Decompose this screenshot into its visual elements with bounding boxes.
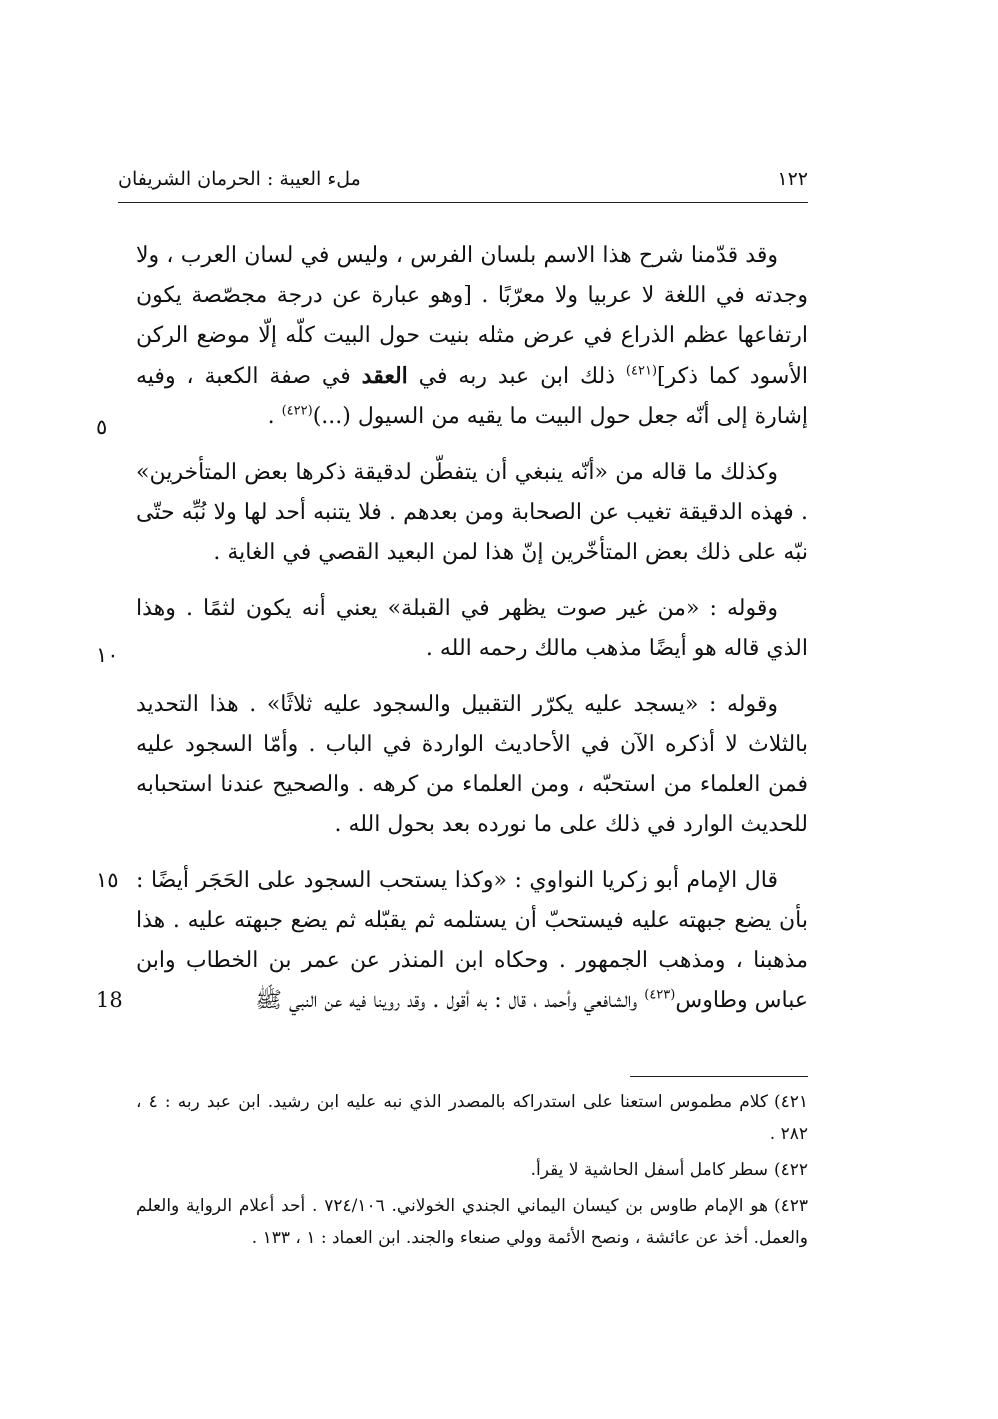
paragraph-4: وقوله : «يسجد عليه يكرّر التقبيل والسجود عليه ثلاثًا» . هذا التحديد بالثلاث لا أذكره الآن في الأحاديث الواردة في الباب . وأمّا السجود عليه فمن العلماء من استحبّه ، ومن العلماء من كرهه . والصحيح عندنا استحبابه للحديث الوارد في ذلك على ما نورده بعد بحول الله . [136, 692, 808, 837]
footnote-ref-423: (٤٢٣) [644, 987, 676, 1003]
footnote-421: ٤٢١)كلام مطموس استعنا على استدراكه بالمصدر الذي نبه عليه ابن رشيد. ابن عبد ربه : ٤ ، ٢٨٢ . [136, 1092, 809, 1144]
footnote-rule [630, 1076, 808, 1077]
line-number-10: ١٠ [96, 643, 119, 667]
header-rule [118, 202, 808, 203]
page-header [118, 168, 808, 200]
line-number-5: ٥ [96, 415, 108, 439]
line-number-15: ١٥ [96, 868, 119, 892]
running-title: ملء العيبة : الحرمان الشريفان [118, 168, 361, 190]
main-text [136, 236, 808, 1037]
page-number: ١٢٢ [777, 168, 808, 190]
footnote-423: ٤٢٣)هو الإمام طاوس بن كيسان اليماني الجندي الخولاني. ٧٢٤/١٠٦ . أحد أعلام الرواية والعلم والعمل. أخذ عن عائشة ، ونصح الأئمة وولي صنعاء والجند. ابن العماد : ١ ، ١٣٣ . [136, 1196, 808, 1248]
line-number-18: 18 [96, 988, 123, 1012]
paragraph-3: وقوله : «من غير صوت يظهر في القبلة» يعني أنه يكون لثمًا . وهذا الذي قاله هو أيضًا مذهب مالك رحمه الله . [136, 596, 808, 661]
paragraph-1: وقد قدّمنا شرح هذا الاسم بلسان الفرس ، وليس في لسان العرب ، ولا وجدته في اللغة لا عربيا ولا معرّبًا . [وهو عبارة عن درجة مجصّصة يكون ارتفاعها عظم الذراع في عرض مثله بنيت حول البيت كلّه إلّا موضع الركن الأسود كما ذكر]$^{(٤٢١)}$ ذلك ابن عبد ربه في العقد في صفة الكعبة ، وفيه إشارة إلى أنّه جعل حول البيت ما يقيه من السيول (...)$^{(٤٢٢)}$ . [136, 243, 808, 429]
paragraph-2: وكذلك ما قاله من «أنّه ينبغي أن يتفطّن لدقيقة ذكرها بعض المتأخرين» . فهذه الدقيقة تغيب عن الصحابة ومن بعدهم . فلا يتنبه أحد لها ولا نُبِّه حتّى نبّه على ذلك بعض المتأخّرين إنّ هذا لمن البعيد القصي في الغاية . [136, 460, 808, 565]
footnote-ref-422: (٤٢٢) [281, 403, 313, 419]
paragraph-5: قال الإمام أبو زكريا النواوي : «وكذا يستحب السجود على الحَجَر أيضًا : بأن يضع جبهته عليه فيستحبّ أن يستلمه ثم يقبّله ثم يضع جبهته عليه . هذا مذهبنا ، ومذهب الجمهور . وحكاه ابن المنذر عن عمر بن الخطاب وابن عباس وطاوس$^{(٤٢٣)}$ والشافعي وأحمد ، قال : به أقول . وقد روينا فيه عن النبي ﷺ [136, 868, 808, 1013]
footnote-422: ٤٢٢)سطر كامل أسفل الحاشية لا يقرأ. [530, 1160, 808, 1180]
footnotes [136, 1086, 808, 1258]
book-title-al-iqd: العقد [361, 363, 408, 389]
footnote-ref-421: (٤٢١) [625, 363, 658, 379]
